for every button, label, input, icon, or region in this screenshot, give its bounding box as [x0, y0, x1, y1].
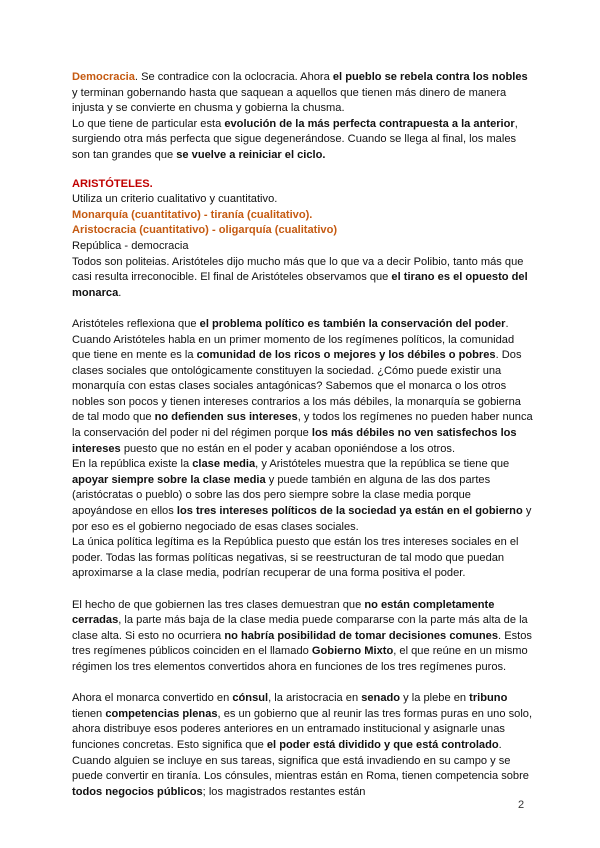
s7-segment-2: .	[118, 286, 122, 299]
s1-segment-0: Democracia	[72, 71, 135, 83]
s11-segment-5: Gobierno Mixto	[311, 645, 394, 658]
s8-segment-1: el problema político es también la conservación del poder	[199, 317, 506, 330]
s8-segment-4: . Dos clases sociales que ontológicamente constituyen la sociedad. ¿Cómo puede existir una monarquía con estas clases sociales antagónicas? Sabemos que el monarca o los otros nobles son pocos y tienen intereses contrarios a los más débiles, la monarquía se gobierna de tal modo que	[72, 349, 522, 424]
s12-segment-3: senado	[361, 692, 401, 705]
s7-segment-0: Todos son politeias. Aristóteles dijo mucho más que lo que va a decir Polibio, tanto más que casi resulta irreconocible. El final de Aristóteles observamos que	[72, 255, 524, 284]
section-heading-aristoteles: ARISTÓTELES.	[72, 177, 153, 190]
paragraph-evolucion	[72, 117, 534, 164]
s12-segment-1: cónsul	[232, 692, 269, 705]
page-number: 2	[518, 799, 525, 811]
s9-segment-3: apoyar siempre sobre la clase media	[72, 473, 266, 486]
s11-segment-6: , el que reúne en un mismo régimen los tres elementos convertidos ahora en funciones de los tres regímenes puros.	[72, 645, 528, 673]
s8-segment-2: . Cuando Aristóteles habla en un primer momento de los regímenes políticos, la comunidad que tiene en mente es la	[72, 317, 515, 362]
s12-segment-8: , es un gobierno que al reunir las tres formas puras en uno solo, ahora distribuye esos poderes anteriores en un entramado institucional y asignarle unas funciones concretas. Esto significa que	[72, 707, 533, 751]
s12-segment-9: el poder está dividido y que está controlado	[266, 738, 499, 751]
paragraph-conservacion-poder	[72, 317, 534, 457]
s8-segment-7: los más débiles no ven satisfechos los intereses	[72, 427, 517, 455]
s1-segment-3: y terminan gobernando hasta que saquean a aquellos que tienen más dinero de manera injusta y se convierte en chusma y gobierna la chusma.	[72, 86, 507, 115]
s12-segment-4: y la plebe en	[400, 692, 470, 705]
aristocracia-line: Aristocracia (cuantitativo) - oligarquía (cualitativo)	[72, 224, 338, 237]
s8-segment-0: Aristóteles reflexiona que	[72, 317, 200, 330]
s12-segment-12: ; los magistrados restantes están	[202, 785, 366, 798]
s12-segment-10: . Cuando alguien se incluye en sus tareas, significa que está invadiendo en su campo y se puede convertir en tiranía. Los cónsules, mientras están en Roma, tienen competencia sobre	[72, 738, 529, 783]
s12-segment-7: competencias plenas	[105, 707, 218, 720]
paragraph-gobierno-mixto	[72, 598, 534, 676]
s9-segment-1: clase media	[192, 458, 256, 471]
s11-segment-4: . Estos tres regímenes públicos coinciden en el llamado	[72, 629, 532, 658]
s12-segment-2: , la aristocracia en	[268, 692, 362, 705]
s12-segment-6: tienen	[72, 707, 106, 720]
s9-segment-2: , y Aristóteles muestra que la república se tiene que	[255, 458, 510, 471]
s8-segment-8: puesto que no están en el poder y acaban oponiéndose a los otros.	[120, 442, 456, 455]
paragraph-politeias	[72, 255, 534, 302]
paragraph-consul-senado	[72, 691, 534, 800]
monarquia-line: Monarquía (cuantitativo) - tiranía (cualitativo).	[72, 208, 313, 221]
s1-segment-2: el pueblo se rebela contra los nobles	[332, 71, 528, 83]
s12-segment-0: Ahora el monarca convertido en	[72, 692, 233, 705]
s11-segment-2: , la parte más baja de la clase media puede compararse con la parte más alta de la clase alta. Si esto no ocurriera	[72, 614, 528, 642]
s9-segment-5: los tres intereses políticos de la sociedad ya están en el gobierno	[176, 505, 523, 518]
s8-segment-3: comunidad de los ricos o mejores y los débiles o pobres	[196, 349, 496, 362]
s9-segment-6: y por eso es el gobierno negociado de esas clases sociales.	[72, 505, 532, 533]
paragraph-republica-legitima: La única política legítima es la República puesto que están los tres intereses sociales en el poder. Todas las formas políticas negativas, si se reestructuran de tal modo que puedan aproximarse a la clase media, podrían recuperar de una forma positiva el poder.	[72, 536, 519, 580]
s2-segment-1: evolución de la más perfecta contrapuesta a la anterior	[224, 117, 515, 130]
s8-segment-5: no defienden sus intereses	[154, 411, 298, 424]
republica-line: República - democracia	[72, 239, 189, 252]
s2-segment-2: , surgiendo otra más perfecta que sigue degenerándose. Cuando se llega al final, los males son tan grandes que	[72, 117, 518, 161]
s2-segment-3: se vuelve a reiniciar el ciclo.	[176, 148, 326, 161]
s2-segment-0: Lo que tiene de particular esta	[72, 117, 225, 130]
s9-segment-0: En la república existe la	[72, 458, 193, 471]
paragraph-democracia	[72, 70, 534, 117]
s11-segment-1: no están completamente cerradas	[72, 598, 495, 627]
s11-segment-3: no habría posibilidad de tomar decisiones comunes	[224, 629, 499, 642]
paragraph-clase-media	[72, 457, 534, 535]
s1-segment-1: . Se contradice con la oclocracia. Ahora	[134, 71, 333, 83]
s9-segment-4: y puede también en alguna de las dos partes (aristócratas o pueblo) o sobre las dos pero siempre sobre la clase media porque apoyándose en ellos	[72, 473, 491, 518]
s7-segment-1: el tirano es el opuesto del monarca	[72, 271, 528, 299]
criteria-line: Utiliza un criterio cualitativo y cuantitativo.	[72, 193, 278, 206]
s12-segment-11: todos negocios públicos	[72, 785, 203, 798]
document-page	[72, 70, 534, 800]
s8-segment-6: , y todos los regímenes no pueden haber nunca la conservación del poder ni del régimen porque	[72, 411, 533, 440]
s12-segment-5: tribuno	[469, 692, 508, 705]
s11-segment-0: El hecho de que gobiernen las tres clases demuestran que	[72, 598, 365, 611]
